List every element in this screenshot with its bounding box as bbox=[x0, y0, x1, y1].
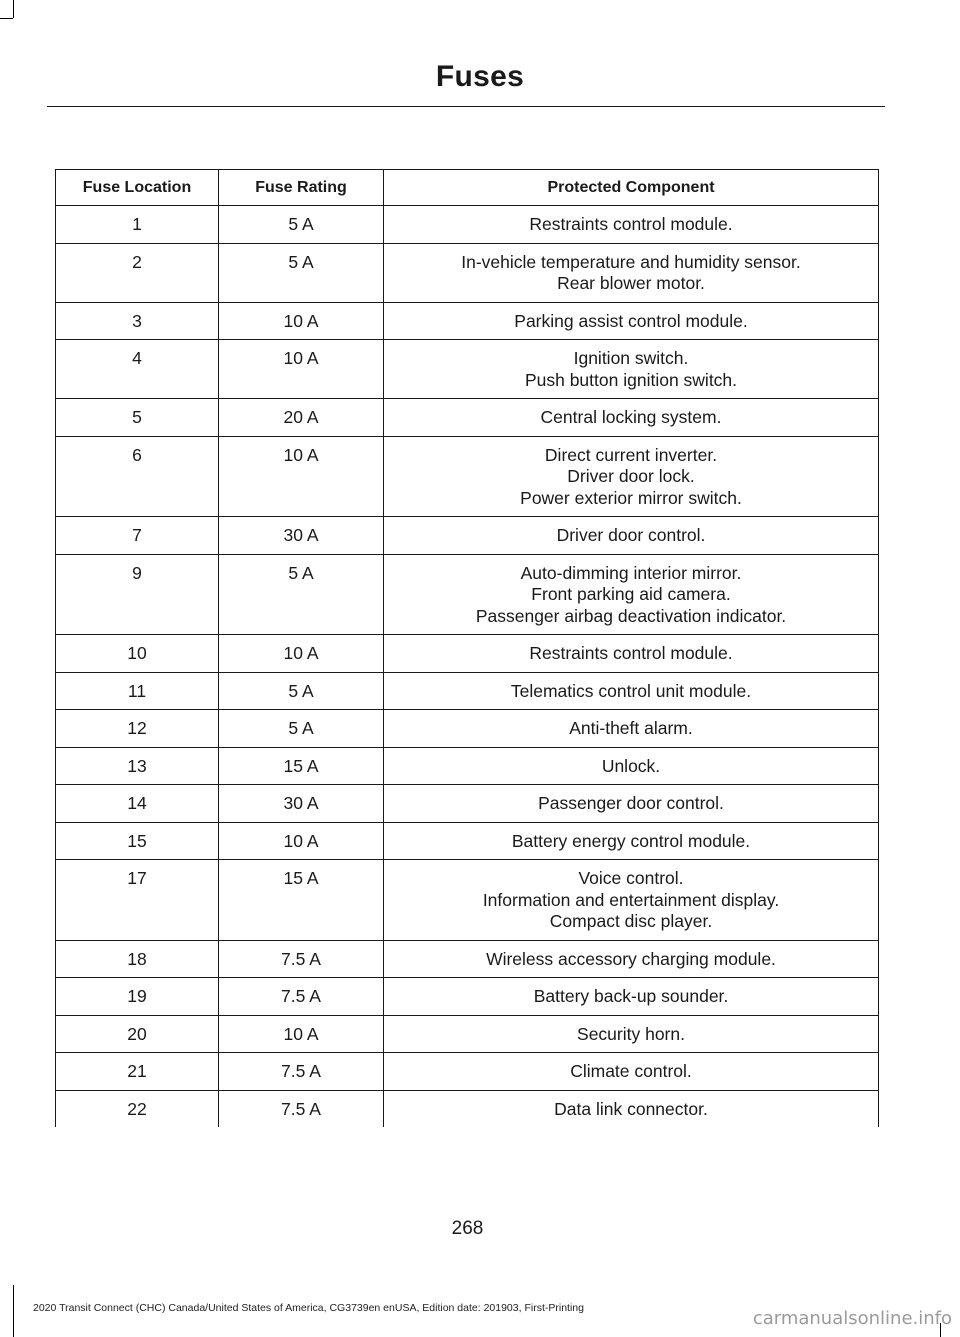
protected-component-line: Push button ignition switch. bbox=[524, 369, 738, 390]
fuse-location-cell: 3 bbox=[56, 302, 219, 340]
fuse-location-cell: 14 bbox=[56, 785, 219, 823]
protected-component-cell bbox=[384, 785, 879, 823]
footer-edition-info: 2020 Transit Connect (CHC) Canada/United States of America, CG3739en enUSA, Edition date: 201903, First-Printing bbox=[33, 1302, 584, 1314]
protected-component-cell bbox=[384, 436, 879, 517]
protected-component-cell bbox=[384, 243, 879, 302]
crop-mark-bottom-left bbox=[13, 1285, 14, 1337]
protected-component-line: Central locking system. bbox=[540, 407, 722, 427]
fuse-location-cell: 7 bbox=[56, 517, 219, 555]
fuse-location-cell: 13 bbox=[56, 747, 219, 785]
fuse-rating-cell: 5 A bbox=[219, 243, 384, 302]
table-row bbox=[56, 978, 879, 1016]
protected-component-cell bbox=[384, 206, 879, 244]
column-header-protected-component: Protected Component bbox=[384, 170, 879, 206]
fuse-location-cell: 15 bbox=[56, 822, 219, 860]
fuse-location-cell: 17 bbox=[56, 860, 219, 941]
page-number: 268 bbox=[451, 1218, 484, 1239]
title-divider bbox=[47, 106, 885, 107]
table-row bbox=[56, 302, 879, 340]
protected-component-line: Security horn. bbox=[577, 1023, 685, 1044]
protected-component-line: Anti-theft alarm. bbox=[569, 718, 693, 738]
fuse-rating-cell: 20 A bbox=[219, 399, 384, 437]
protected-component-cell bbox=[384, 1053, 879, 1091]
protected-component-line: Telematics control unit module. bbox=[510, 680, 752, 701]
fuse-location-cell: 21 bbox=[56, 1053, 219, 1091]
protected-component-line: Direct current inverter. bbox=[544, 444, 718, 465]
protected-component-line: Passenger door control. bbox=[538, 793, 724, 813]
protected-component-line: Restraints control module. bbox=[529, 643, 733, 663]
fuse-location-cell: 9 bbox=[56, 554, 219, 635]
table-row bbox=[56, 554, 879, 635]
protected-component-cell bbox=[384, 517, 879, 555]
protected-component-cell bbox=[384, 1090, 879, 1127]
protected-component-line: Battery energy control module. bbox=[511, 830, 751, 851]
fuse-rating-cell: 15 A bbox=[219, 860, 384, 941]
protected-component-line: Driver door lock. bbox=[567, 466, 695, 486]
protected-component-line: Driver door control. bbox=[556, 525, 706, 545]
fuse-rating-cell: 5 A bbox=[219, 710, 384, 748]
fuse-location-cell: 4 bbox=[56, 340, 219, 399]
fuse-location-cell: 1 bbox=[56, 206, 219, 244]
fuse-rating-cell: 15 A bbox=[219, 747, 384, 785]
table-row bbox=[56, 635, 879, 673]
fuse-location-cell: 12 bbox=[56, 710, 219, 748]
fuse-rating-cell: 7.5 A bbox=[219, 940, 384, 978]
protected-component-line: Battery back-up sounder. bbox=[533, 986, 729, 1006]
table-row bbox=[56, 822, 879, 860]
fuse-rating-cell: 10 A bbox=[219, 436, 384, 517]
crop-mark-top-left-h bbox=[0, 18, 13, 19]
protected-component-line: Voice control. bbox=[578, 868, 684, 888]
fuse-rating-cell: 7.5 A bbox=[219, 1090, 384, 1127]
protected-component-cell bbox=[384, 940, 879, 978]
table-row bbox=[56, 940, 879, 978]
protected-component-line: Passenger airbag deactivation indicator. bbox=[475, 605, 787, 626]
protected-component-cell bbox=[384, 635, 879, 673]
protected-component-line: Data link connector. bbox=[554, 1098, 708, 1119]
protected-component-line: Wireless accessory charging module. bbox=[486, 948, 776, 969]
table-row bbox=[56, 860, 879, 941]
protected-component-line: Power exterior mirror switch. bbox=[520, 487, 742, 508]
fuse-rating-cell: 10 A bbox=[219, 822, 384, 860]
protected-component-line: Compact disc player. bbox=[549, 911, 713, 931]
protected-component-line: Unlock. bbox=[601, 755, 661, 776]
protected-component-line: Climate control. bbox=[570, 1061, 692, 1081]
fuse-table-container bbox=[55, 169, 878, 1119]
fuse-rating-cell: 7.5 A bbox=[219, 978, 384, 1016]
table-row bbox=[56, 436, 879, 517]
fuse-table bbox=[55, 169, 879, 1127]
page-title: Fuses bbox=[435, 60, 525, 93]
fuse-rating-cell: 5 A bbox=[219, 206, 384, 244]
protected-component-line: Rear blower motor. bbox=[557, 273, 705, 293]
crop-mark-top-left bbox=[13, 0, 14, 18]
fuse-rating-cell: 5 A bbox=[219, 554, 384, 635]
table-row bbox=[56, 517, 879, 555]
protected-component-line: Front parking aid camera. bbox=[531, 584, 731, 604]
protected-component-cell bbox=[384, 340, 879, 399]
table-row bbox=[56, 1015, 879, 1053]
table-row bbox=[56, 340, 879, 399]
fuse-rating-cell: 10 A bbox=[219, 302, 384, 340]
fuse-rating-cell: 5 A bbox=[219, 672, 384, 710]
table-row bbox=[56, 672, 879, 710]
fuse-rating-cell: 10 A bbox=[219, 635, 384, 673]
column-header-fuse-rating: Fuse Rating bbox=[219, 170, 384, 206]
fuse-rating-cell: 7.5 A bbox=[219, 1053, 384, 1091]
table-row bbox=[56, 399, 879, 437]
table-header-row bbox=[56, 170, 879, 206]
column-header-fuse-location: Fuse Location bbox=[56, 170, 219, 206]
table-row bbox=[56, 1053, 879, 1091]
fuse-location-cell: 11 bbox=[56, 672, 219, 710]
table-row bbox=[56, 206, 879, 244]
table-row bbox=[56, 747, 879, 785]
table-row bbox=[56, 710, 879, 748]
protected-component-cell bbox=[384, 1015, 879, 1053]
protected-component-cell bbox=[384, 672, 879, 710]
protected-component-cell bbox=[384, 554, 879, 635]
protected-component-line: Auto-dimming interior mirror. bbox=[520, 562, 742, 583]
protected-component-cell bbox=[384, 822, 879, 860]
protected-component-line: Information and entertainment display. bbox=[482, 889, 780, 910]
protected-component-line: Parking assist control module. bbox=[514, 310, 748, 331]
fuse-location-cell: 22 bbox=[56, 1090, 219, 1127]
fuse-location-cell: 18 bbox=[56, 940, 219, 978]
fuse-location-cell: 6 bbox=[56, 436, 219, 517]
fuse-location-cell: 10 bbox=[56, 635, 219, 673]
fuse-rating-cell: 30 A bbox=[219, 785, 384, 823]
protected-component-line: Ignition switch. bbox=[573, 348, 689, 368]
protected-component-cell bbox=[384, 860, 879, 941]
table-row bbox=[56, 785, 879, 823]
table-row bbox=[56, 1090, 879, 1127]
protected-component-cell bbox=[384, 978, 879, 1016]
protected-component-cell bbox=[384, 399, 879, 437]
fuse-location-cell: 2 bbox=[56, 243, 219, 302]
fuse-location-cell: 20 bbox=[56, 1015, 219, 1053]
fuse-rating-cell: 10 A bbox=[219, 1015, 384, 1053]
protected-component-cell bbox=[384, 747, 879, 785]
fuse-rating-cell: 10 A bbox=[219, 340, 384, 399]
table-row bbox=[56, 243, 879, 302]
protected-component-cell bbox=[384, 302, 879, 340]
protected-component-line: Restraints control module. bbox=[529, 214, 733, 234]
protected-component-line: In-vehicle temperature and humidity sensor. bbox=[461, 251, 801, 272]
fuse-rating-cell: 30 A bbox=[219, 517, 384, 555]
fuse-location-cell: 5 bbox=[56, 399, 219, 437]
table-body bbox=[56, 206, 879, 1128]
fuse-location-cell: 19 bbox=[56, 978, 219, 1016]
protected-component-cell bbox=[384, 710, 879, 748]
watermark: carmanualsonline.info bbox=[752, 1308, 952, 1329]
